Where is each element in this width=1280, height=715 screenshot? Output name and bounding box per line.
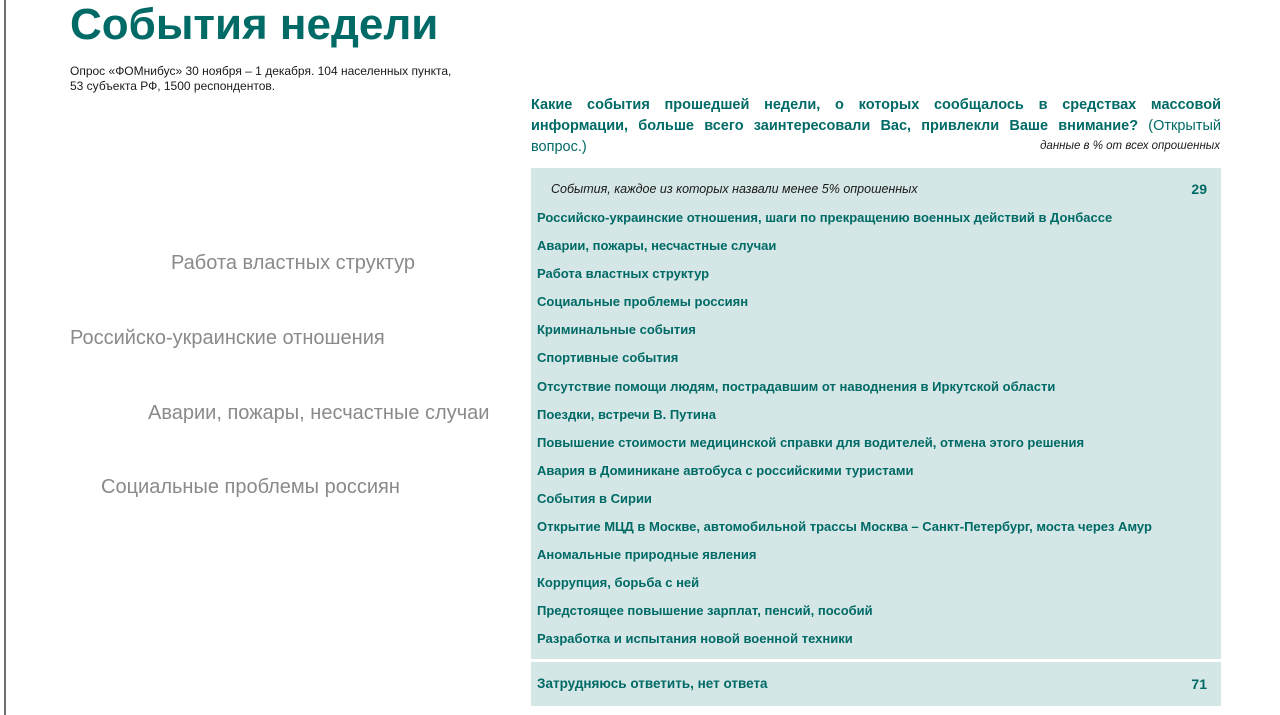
events-list	[537, 204, 1152, 654]
left-border-line	[4, 0, 6, 715]
question-note: (Открытый вопрос.)	[531, 118, 1221, 155]
no-answer-value: 71	[1191, 676, 1207, 692]
list-item: Открытие МЦД в Москве, автомобильной трассы Москва – Санкт-Петербург, моста через Амур	[537, 519, 1152, 535]
panel-header-value: 29	[1191, 181, 1207, 197]
list-item: Повышение стоимости медицинской справки для водителей, отмена этого решения	[537, 434, 1085, 450]
survey-info-line-1: Опрос «ФОМнибус» 30 ноября – 1 декабря. 104 населенных пункта,	[70, 64, 452, 78]
list-item: Российско-украинские отношения, шаги по прекращению военных действий в Донбассе	[537, 210, 1113, 225]
list-item: Коррупция, борьба с ней	[537, 575, 700, 591]
no-answer-label: Затрудняюсь ответить, нет ответа	[537, 676, 768, 691]
list-item: Поездки, встречи В. Путина	[537, 406, 716, 422]
events-panel	[531, 168, 1221, 659]
question-text: Какие события прошедшей недели, о которых сообщалось в средствах массовой информации, больше всего заинтересовали Вас, привлекли Ваше внимание?	[531, 97, 1221, 134]
page-title: События недели	[70, 0, 439, 49]
list-item: Спортивные события	[537, 350, 679, 366]
list-item: Отсутствие помощи людям, пострадавшим от наводнения в Иркутской области	[537, 378, 1056, 394]
list-item: Криминальные события	[537, 322, 696, 338]
list-item: Аварии, пожары, несчастные случаи	[537, 238, 777, 254]
survey-info-line-2: 53 субъекта РФ, 1500 респондентов.	[70, 79, 276, 93]
cloud-word-accidents: Аварии, пожары, несчастные случаи	[148, 402, 490, 424]
list-item: Авария в Доминикане автобуса с российскими туристами	[537, 462, 914, 478]
list-item: Предстоящее повышение зарплат, пенсий, пособий	[537, 603, 873, 619]
panel-header-label: События, каждое из которых назвали менее 5% опрошенных	[551, 182, 918, 196]
survey-info	[70, 64, 490, 94]
cloud-word-government: Работа властных структур	[171, 252, 415, 274]
list-item: Работа властных структур	[537, 266, 710, 282]
cloud-word-social-problems: Социальные проблемы россиян	[101, 476, 400, 498]
no-answer-row	[531, 662, 1221, 706]
list-item: Разработка и испытания новой военной техники	[537, 631, 853, 647]
list-item: События в Сирии	[537, 490, 652, 506]
cloud-word-russia-ukraine: Российско-украинские отношения	[70, 327, 385, 349]
list-item: Аномальные природные явления	[537, 547, 757, 563]
units-note: данные в % от всех опрошенных	[1040, 140, 1220, 152]
list-item: Социальные проблемы россиян	[537, 294, 749, 310]
